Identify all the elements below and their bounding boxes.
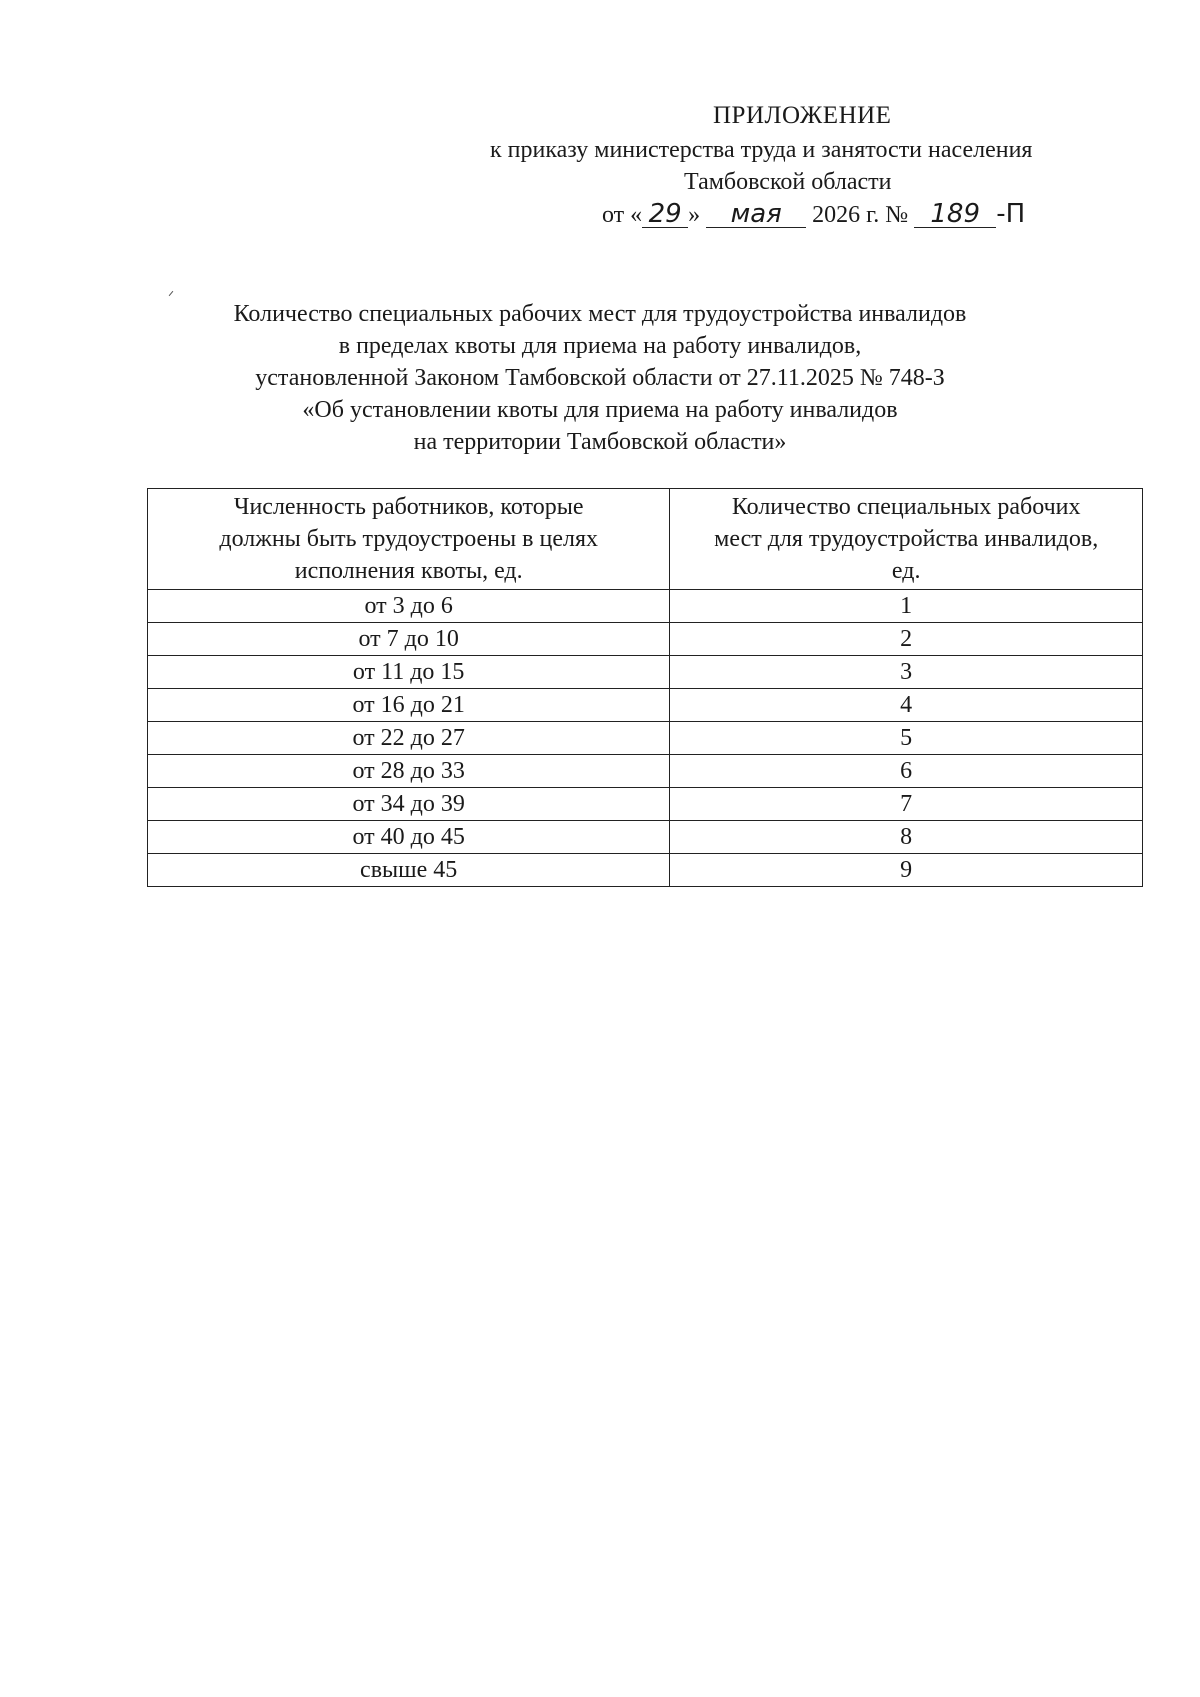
cell-count: 9 xyxy=(670,854,1143,887)
heading-line: установленной Законом Тамбовской области от 27.11.2025 № 748-З xyxy=(255,365,945,391)
cell-count: 2 xyxy=(670,623,1143,656)
cell-range: от 28 до 33 xyxy=(148,755,670,788)
table-row xyxy=(148,788,1143,821)
scan-mark xyxy=(169,291,174,296)
table-row xyxy=(148,590,1143,623)
cell-range: от 40 до 45 xyxy=(148,821,670,854)
cell-range: свыше 45 xyxy=(148,854,670,887)
cell-range: от 16 до 21 xyxy=(148,689,670,722)
quota-table xyxy=(147,488,1143,887)
cell-range: от 11 до 15 xyxy=(148,656,670,689)
appendix-region: Тамбовской области xyxy=(684,169,892,195)
table-row xyxy=(148,854,1143,887)
appendix-title: ПРИЛОЖЕНИЕ xyxy=(713,102,892,129)
header-special-workplaces xyxy=(670,489,1143,590)
appendix-order-reference: к приказу министерства труда и занятости населения xyxy=(490,137,1033,163)
handwritten-month: мая xyxy=(706,201,806,228)
cell-count: 3 xyxy=(670,656,1143,689)
table-row xyxy=(148,623,1143,656)
document-heading xyxy=(130,298,1070,458)
year-text: 2026 г. № xyxy=(812,202,909,228)
cell-count: 8 xyxy=(670,821,1143,854)
header-special-workplaces-text: Количество специальных рабочих мест для трудоустройства инвалидов, ед. xyxy=(714,494,1099,584)
cell-range: от 34 до 39 xyxy=(148,788,670,821)
cell-range: от 3 до 6 xyxy=(148,590,670,623)
cell-count: 4 xyxy=(670,689,1143,722)
date-prefix: от « xyxy=(602,202,643,228)
appendix-date-line xyxy=(602,198,1025,231)
heading-line: Количество специальных рабочих мест для трудоустройства инвалидов xyxy=(233,301,967,327)
table-row xyxy=(148,689,1143,722)
header-employee-count xyxy=(148,489,670,590)
table-row xyxy=(148,821,1143,854)
cell-count: 1 xyxy=(670,590,1143,623)
cell-count: 6 xyxy=(670,755,1143,788)
quote-close: » xyxy=(688,202,701,228)
handwritten-day: 29 xyxy=(642,201,688,228)
table-header-row xyxy=(148,489,1143,590)
cell-range: от 22 до 27 xyxy=(148,722,670,755)
table-row xyxy=(148,722,1143,755)
heading-line: на территории Тамбовской области» xyxy=(413,429,787,455)
cell-count: 5 xyxy=(670,722,1143,755)
handwritten-order-number: 189 xyxy=(914,201,996,228)
heading-line: «Об установлении квоты для приема на работу инвалидов xyxy=(302,397,898,423)
heading-line: в пределах квоты для приема на работу инвалидов, xyxy=(338,333,862,359)
order-number-suffix: -П xyxy=(996,199,1026,229)
header-employee-count-text: Численность работников, которые должны быть трудоустроены в целях исполнения квоты, ед. xyxy=(219,494,598,584)
table-row xyxy=(148,755,1143,788)
table-row xyxy=(148,656,1143,689)
cell-count: 7 xyxy=(670,788,1143,821)
cell-range: от 7 до 10 xyxy=(148,623,670,656)
